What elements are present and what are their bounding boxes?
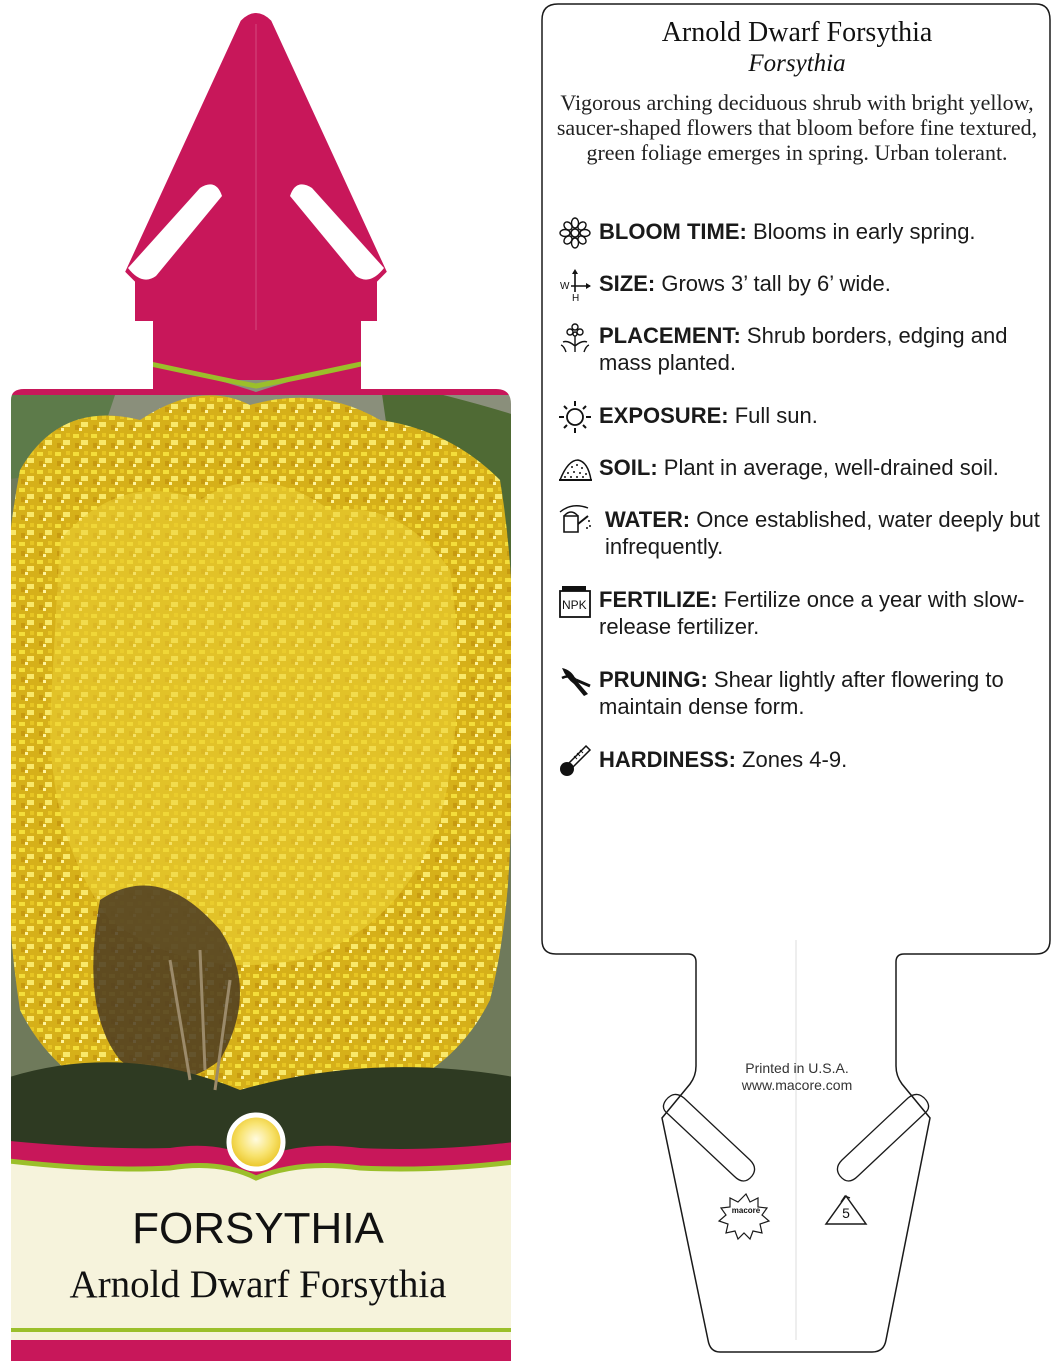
npk-fertilizer-icon: [558, 584, 592, 618]
forsythia-photo: [0, 380, 530, 1180]
fertilize-label: FERTILIZE:: [599, 587, 718, 612]
pruning-text: Shear lightly after flowering to maintain dense form.: [599, 667, 1004, 719]
website-text: www.macore.com: [741, 1077, 853, 1093]
placement-text: Shrub borders, edging and mass planted.: [599, 323, 1008, 375]
recycle-number: 5: [842, 1205, 850, 1221]
thermometer-icon: [558, 744, 592, 778]
pruners-icon: [558, 664, 592, 698]
soil-text: Plant in average, well-drained soil.: [663, 455, 999, 480]
fertilize-text: Fertilize once a year with slow-release fertilizer.: [599, 587, 1025, 639]
printer-credit: [542, 1060, 1052, 1094]
size-text: Grows 3’ tall by 6’ wide.: [661, 271, 891, 296]
printed-in-text: Printed in U.S.A.: [745, 1060, 849, 1076]
front-common-name: Arnold Dwarf Forsythia: [69, 1263, 447, 1306]
svg-text:NPK: NPK: [562, 598, 587, 612]
full-sun-badge: [229, 1115, 283, 1169]
sun-icon: [558, 400, 592, 434]
watering-can-icon: [558, 504, 592, 538]
bloom-time-label: BLOOM TIME:: [599, 219, 747, 244]
water-label: WATER:: [605, 507, 691, 532]
bloom-time-text: Blooms in early spring.: [753, 219, 976, 244]
flower-icon: [558, 216, 592, 250]
svg-text:W: W: [560, 281, 570, 292]
placement-label: PLACEMENT:: [599, 323, 741, 348]
plants-icon: [558, 320, 592, 354]
hardiness-label: HARDINESS:: [599, 747, 736, 772]
macore-logo-text: macore: [731, 1206, 761, 1215]
soil-icon: [558, 452, 592, 486]
hardiness-text: Zones 4-9.: [742, 747, 848, 772]
exposure-text: Full sun.: [734, 403, 818, 428]
size-arrows-icon: [558, 268, 592, 302]
back-title: Arnold Dwarf Forsythia: [661, 17, 933, 48]
back-description: Vigorous arching deciduous shrub with bright yellow, saucer-shaped flowers that bloom before fine textured, green foliage emerges in spring. Urban tolerant.: [556, 90, 1038, 165]
back-subtitle: Forsythia: [748, 50, 846, 77]
soil-label: SOIL:: [599, 455, 658, 480]
water-text: Once established, water deeply but infrequently.: [605, 507, 1040, 559]
size-label: SIZE:: [599, 271, 656, 296]
svg-text:H: H: [572, 293, 580, 302]
front-genus-title: FORSYTHIA: [132, 1204, 384, 1253]
pruning-label: PRUNING:: [599, 667, 708, 692]
exposure-label: EXPOSURE:: [599, 403, 729, 428]
